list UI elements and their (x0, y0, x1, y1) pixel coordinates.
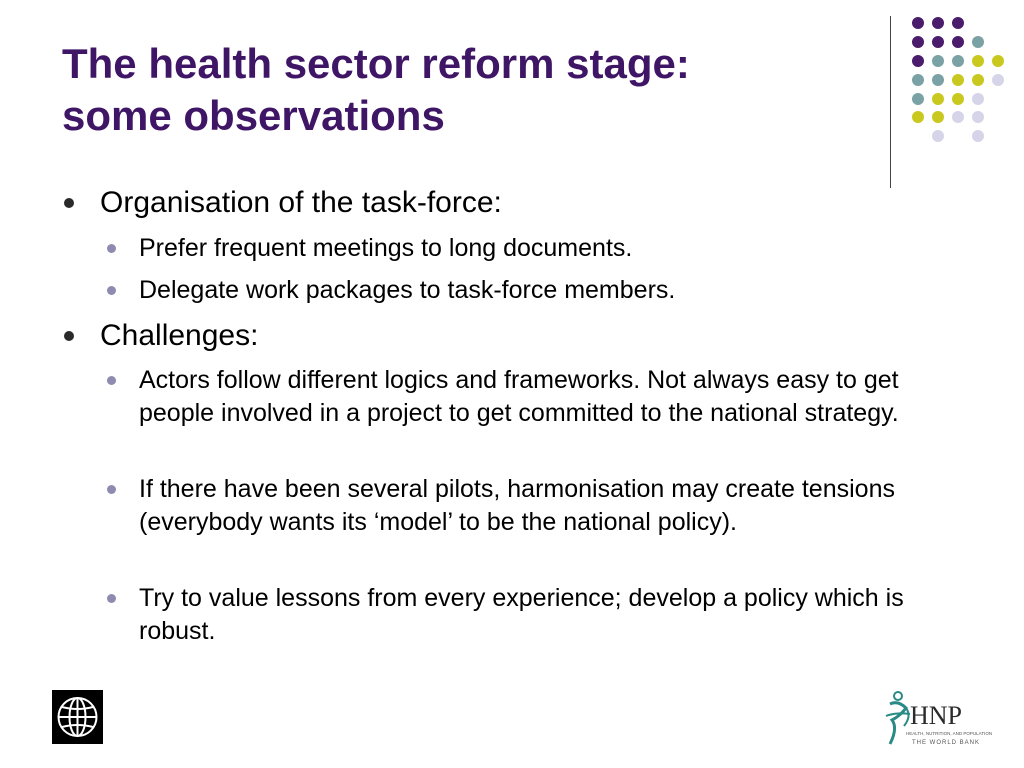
sub-bullet-text: Delegate work packages to task-force members. (139, 276, 676, 304)
title-line-1: The health sector reform stage: (62, 40, 690, 87)
title-divider (890, 16, 891, 188)
sub-bullet (139, 582, 969, 648)
hnp-figure-icon (886, 692, 910, 744)
bullet-challenges (100, 319, 940, 353)
bullet-dot (64, 331, 74, 341)
section-heading: Challenges: (100, 319, 259, 352)
bullet-dot (107, 485, 116, 494)
sub-bullet-text: Try to value lessons from every experience; develop a policy which is robust. (139, 584, 904, 645)
world-bank-globe-icon (52, 690, 103, 744)
section-heading: Organisation of the task-force: (100, 186, 502, 219)
sub-bullet-text: If there have been several pilots, harmonisation may create tensions (everybody wants its ‘model’ to be the national policy). (139, 475, 895, 536)
page-title (62, 38, 862, 142)
sub-bullet-text: Prefer frequent meetings to long documents. (139, 234, 633, 262)
bullet-dot (107, 376, 116, 385)
bullet-organisation (100, 186, 940, 220)
bullet-dot (107, 244, 116, 253)
hnp-subtitle: HEALTH, NUTRITION, AND POPULATION (906, 731, 993, 736)
decorative-dot-grid (900, 10, 1010, 170)
bullet-dot (64, 198, 74, 208)
sub-bullet (139, 232, 969, 265)
sub-bullet-text: Actors follow different logics and frameworks. Not always easy to get people involved in a project to get committed to the national strategy. (139, 366, 899, 427)
hnp-logo (876, 686, 993, 752)
hnp-wordmark: HNP (910, 701, 963, 730)
sub-bullet (139, 473, 969, 539)
hnp-world-bank-text: THE WORLD BANK (912, 740, 981, 746)
title-line-2: some observations (62, 92, 445, 139)
sub-bullet (139, 364, 969, 430)
bullet-dot (107, 286, 116, 295)
bullet-dot (107, 594, 116, 603)
sub-bullet (139, 274, 969, 307)
